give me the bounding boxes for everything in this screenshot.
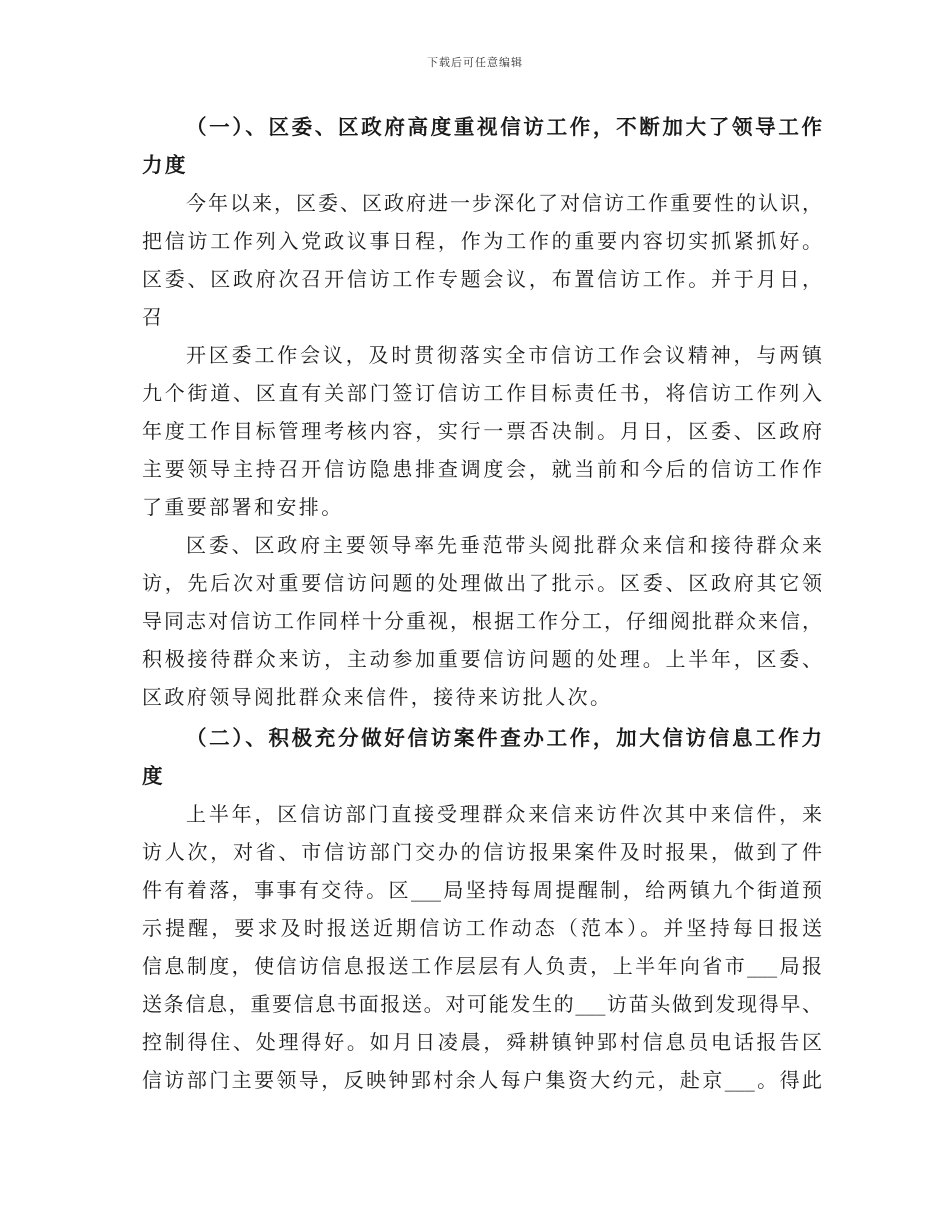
heading-line: 力度 — [142, 153, 188, 177]
text-line: 区委、区政府主要领导率先垂范带头阅批群众来信和接待群众来 — [186, 533, 822, 557]
paragraph — [142, 526, 822, 716]
text-line: 区委、区政府次召开信访工作专题会议，布置信访工作。并于月日， — [142, 267, 822, 291]
text-line: 年度工作目标管理考核内容，实行一票否决制。月日，区委、区政府 — [142, 419, 822, 443]
text-line: 把信访工作列入党政议事日程，作为工作的重要内容切实抓紧抓好。 — [142, 229, 822, 253]
heading-line: 度 — [142, 764, 165, 788]
paragraph — [142, 336, 822, 526]
paragraph — [142, 184, 822, 336]
text-line: 上半年，区信访部门直接受理群众来信来访件次其中来信件，来 — [186, 802, 822, 826]
section-heading — [142, 108, 822, 184]
text-line: 导同志对信访工作同样十分重视，根据工作分工，仔细阅批群众来信， — [142, 609, 822, 633]
heading-line: （一）、区委、区政府高度重视信访工作，不断加大了领导工作 — [186, 115, 822, 139]
text-line: 控制得住、处理得好。如月日凌晨，舜耕镇钟郢村信息员电话报告区 — [142, 1030, 822, 1054]
heading-line: （二）、积极充分做好信访案件查办工作，加大信访信息工作力 — [186, 726, 822, 750]
text-line: 信息制度，使信访信息报送工作层层有人负责，上半年向省市___局报 — [142, 954, 822, 978]
paragraph — [142, 795, 822, 1099]
text-line: 今年以来，区委、区政府进一步深化了对信访工作重要性的认识， — [186, 191, 822, 215]
text-line: 了重要部署和安排。 — [142, 495, 344, 519]
text-line: 送条信息，重要信息书面报送。对可能发生的___访苗头做到发现得早、 — [142, 992, 822, 1016]
text-line: 访人次，对省、市信访部门交办的信访报果案件及时报果，做到了件 — [142, 840, 822, 864]
text-line: 访，先后次对重要信访问题的处理做出了批示。区委、区政府其它领 — [142, 571, 822, 595]
text-line: 召 — [142, 305, 165, 329]
text-line: 开区委工作会议，及时贯彻落实全市信访工作会议精神，与两镇 — [186, 343, 822, 367]
document-body — [142, 108, 822, 1099]
section-heading — [142, 719, 822, 795]
text-line: 示提醒，要求及时报送近期信访工作动态（范本）。并坚持每日报送 — [142, 916, 822, 940]
page-header-note: 下载后可任意编辑 — [427, 56, 523, 69]
text-line: 件有着落，事事有交待。区___局坚持每周提醒制，给两镇九个街道预 — [142, 878, 822, 902]
text-line: 信访部门主要领导，反映钟郢村余人每户集资大约元，赴京___。得此 — [142, 1068, 822, 1092]
text-line: 主要领导主持召开信访隐患排查调度会，就当前和今后的信访工作作 — [142, 457, 822, 481]
text-line: 区政府领导阅批群众来信件，接待来访批人次。 — [142, 685, 613, 709]
text-line: 九个街道、区直有关部门签订信访工作目标责任书，将信访工作列入 — [142, 381, 822, 405]
text-line: 积极接待群众来访，主动参加重要信访问题的处理。上半年，区委、 — [142, 647, 822, 671]
